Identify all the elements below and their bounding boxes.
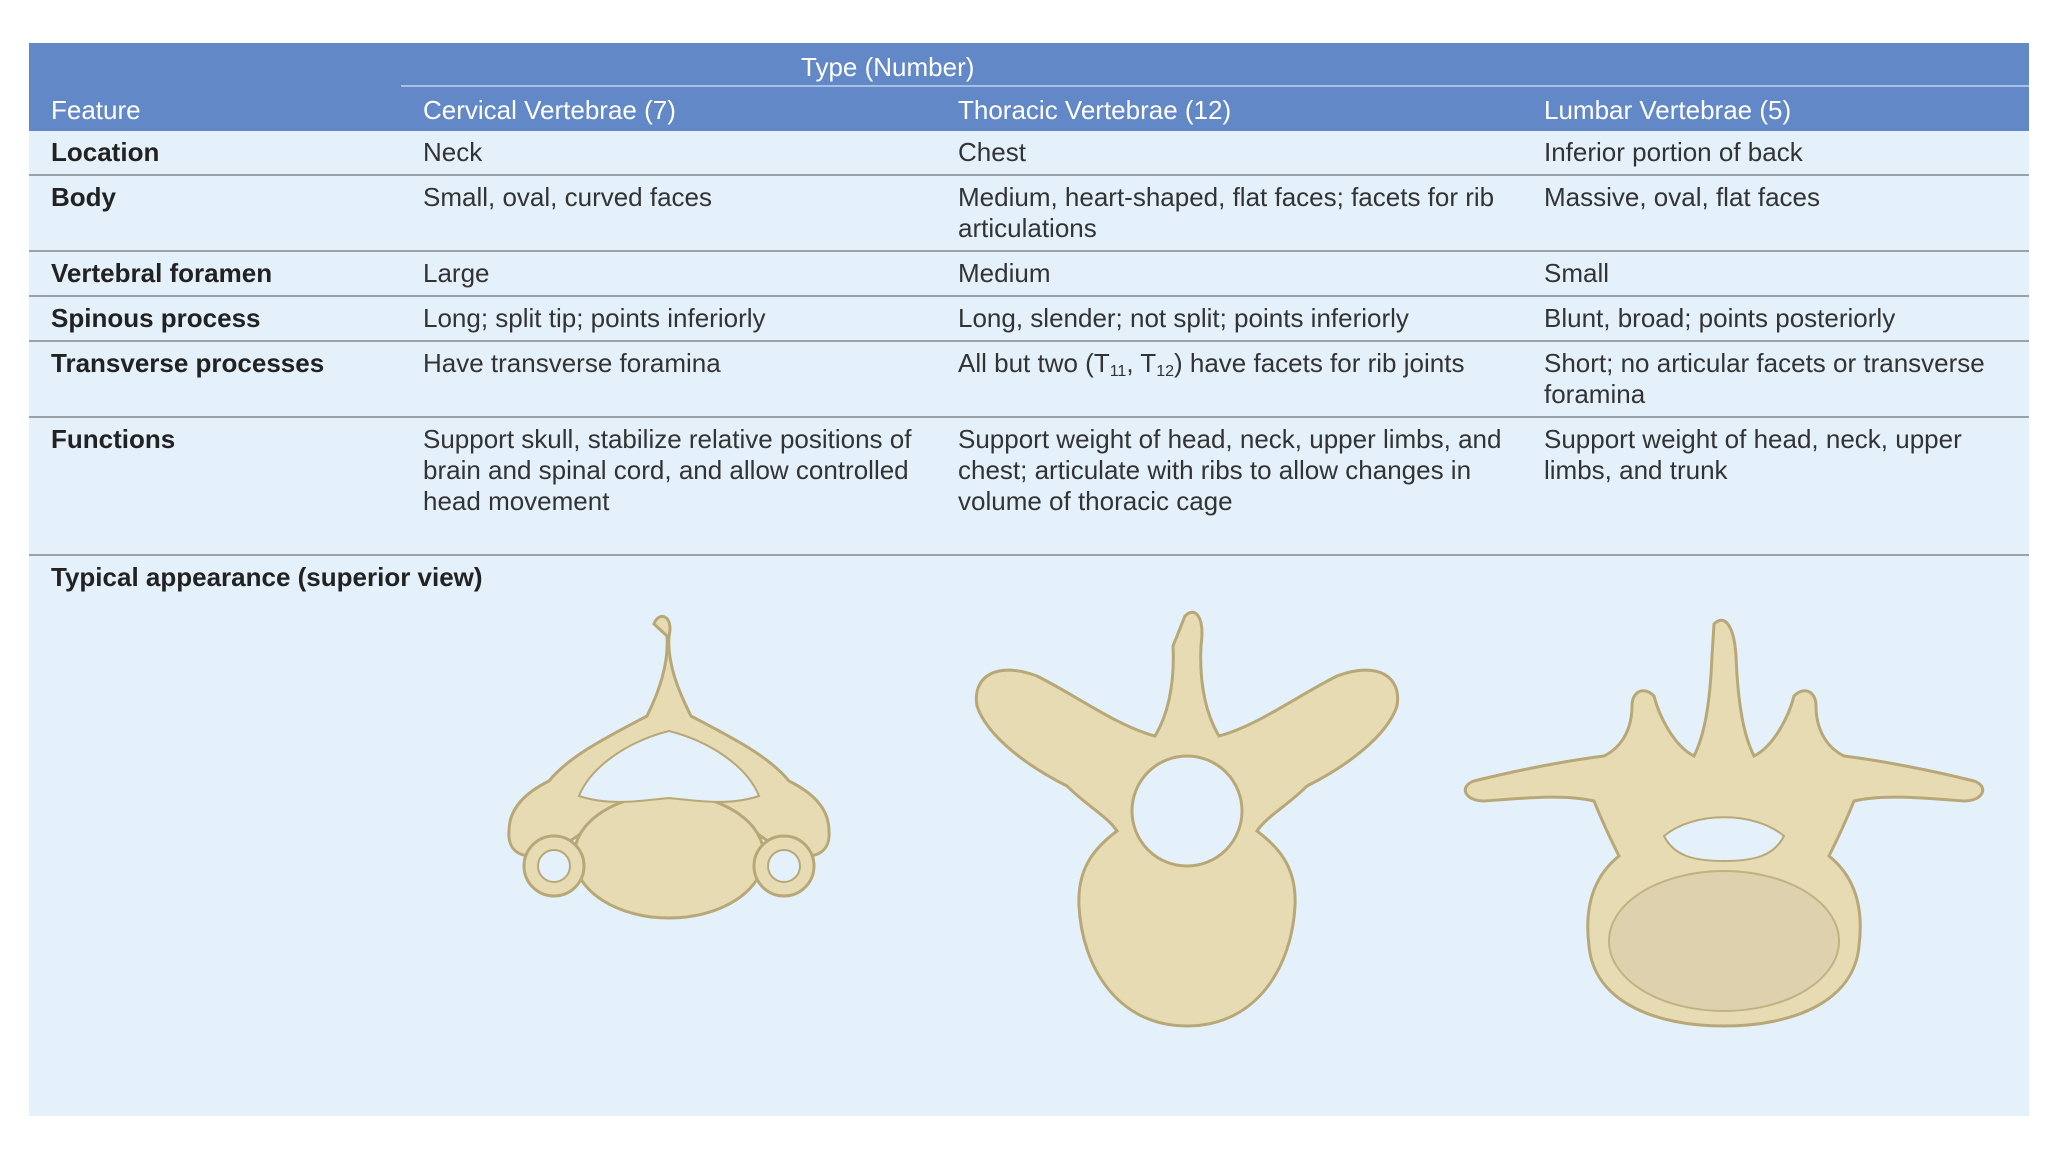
cervical-cell: Support skull, stabilize relative positions of brain and spinal cord, and allow controlled head movement <box>423 424 912 516</box>
vertebrae-comparison-table <box>29 43 2029 1116</box>
lumbar-cell: Support weight of head, neck, upper limbs, and trunk <box>1544 424 1962 485</box>
feature-cell: Transverse processes <box>51 348 325 378</box>
thoracic-cell: Long, slender; not split; points inferiorly <box>958 303 1409 333</box>
table-row <box>29 418 2029 556</box>
thoracic-cell: Medium <box>958 258 1051 288</box>
feature-cell: Spinous process <box>51 303 261 333</box>
table-row <box>29 252 2029 297</box>
type-number-heading: Type (Number) <box>801 52 975 82</box>
cervical-cell: Have transverse foramina <box>423 348 721 378</box>
appearance-label: Typical appearance (superior view) <box>51 562 483 592</box>
cervical-column-header: Cervical Vertebrae (7) <box>423 95 676 125</box>
feature-column-header: Feature <box>51 95 141 125</box>
thoracic-cell: Chest <box>958 137 1026 167</box>
lumbar-cell: Massive, oval, flat faces <box>1544 182 1820 212</box>
lumbar-cell: Small <box>1544 258 1610 288</box>
table-header-row <box>29 87 2029 131</box>
table-header-group <box>29 43 2029 87</box>
table-row <box>29 297 2029 342</box>
table-row <box>29 176 2029 252</box>
thoracic-cell: Support weight of head, neck, upper limbs, and chest; articulate with ribs to allow changes in volume of thoracic cage <box>958 424 1502 516</box>
lumbar-cell: Inferior portion of back <box>1544 137 1803 167</box>
table-row <box>29 131 2029 176</box>
thoracic-cell: Medium, heart-shaped, flat faces; facets for rib articulations <box>958 182 1495 243</box>
thoracic-vertebra-image <box>957 606 1417 1056</box>
thoracic-column-header: Thoracic Vertebrae (12) <box>958 95 1232 125</box>
typical-appearance-row <box>29 556 2029 1116</box>
cervical-vertebra-image <box>429 606 909 946</box>
feature-cell: Location <box>51 137 160 167</box>
lumbar-vertebra-image <box>1444 606 2004 1056</box>
lumbar-cell: Blunt, broad; points posteriorly <box>1544 303 1896 333</box>
feature-cell: Vertebral foramen <box>51 258 273 288</box>
cervical-cell: Neck <box>423 137 483 167</box>
table-row <box>29 342 2029 418</box>
lumbar-column-header: Lumbar Vertebrae (5) <box>1544 95 1792 125</box>
thoracic-cell: All but two ($T_{11}$, $T_{12}$) have facets for rib joints <box>958 348 1465 380</box>
feature-cell: Functions <box>51 424 176 454</box>
cervical-cell: Large <box>423 258 490 288</box>
cervical-cell: Small, oval, curved faces <box>423 182 713 212</box>
feature-cell: Body <box>51 182 116 212</box>
cervical-cell: Long; split tip; points inferiorly <box>423 303 766 333</box>
lumbar-cell: Short; no articular facets or transverse foramina <box>1544 348 1985 409</box>
